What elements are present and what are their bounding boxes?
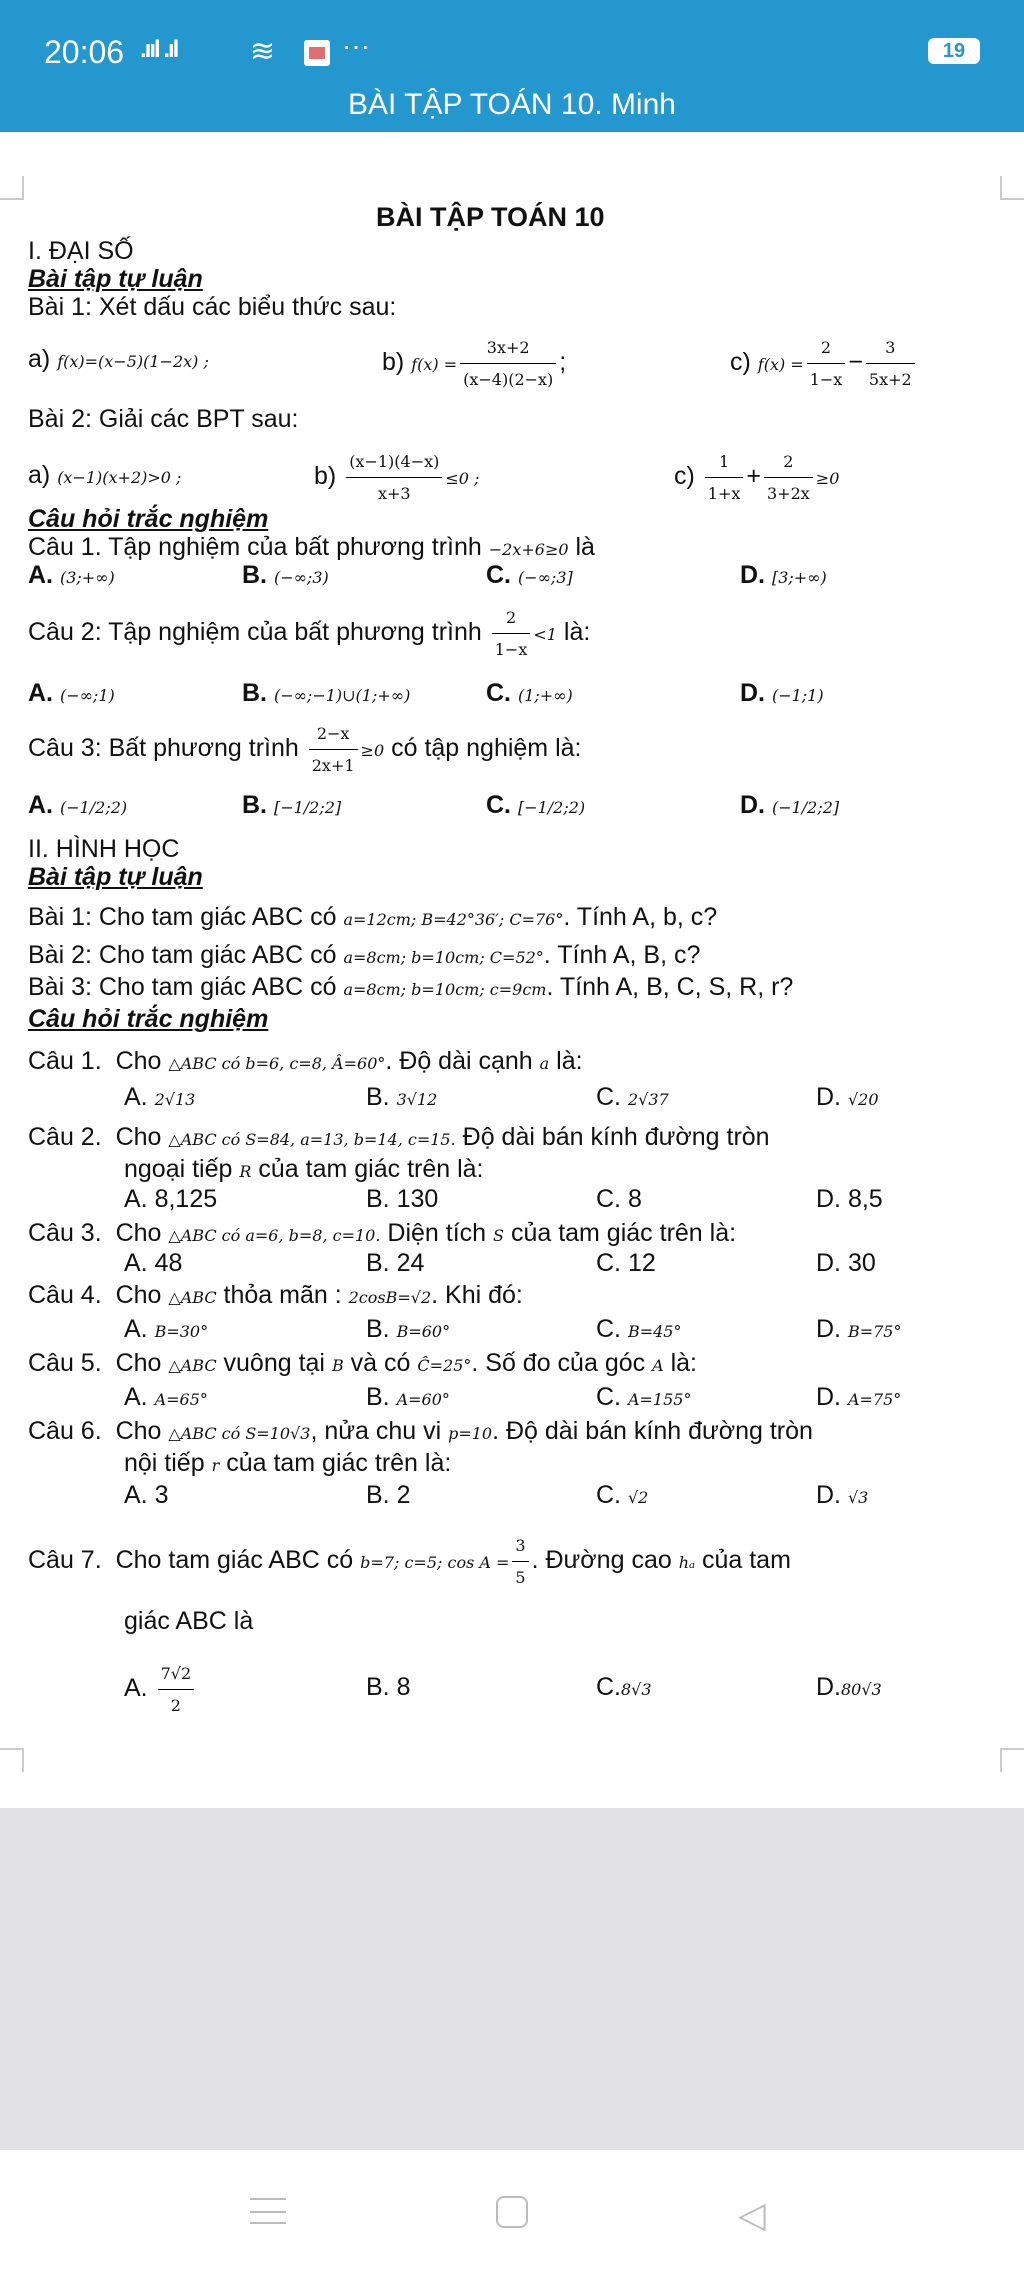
c7-option-c[interactable]: C.8√3: [596, 1673, 652, 1701]
back-icon[interactable]: ◁: [738, 2194, 766, 2235]
q2-option-b[interactable]: B. (−∞;−1)∪(1;+∞): [242, 679, 411, 707]
ex2-a: a) (x−1)(x+2)>0 ;: [28, 461, 182, 489]
c3-option-a[interactable]: A. 48: [124, 1249, 183, 1277]
c1-option-a[interactable]: A. 2√13: [124, 1083, 196, 1111]
geo-question-6-line2: nội tiếp r của tam giác trên là:: [124, 1449, 452, 1477]
geo-question-2-line2: ngoại tiếp R của tam giác trên là:: [124, 1155, 484, 1183]
crop-mark: [1000, 176, 1024, 200]
app-notification-icon: [304, 40, 330, 66]
geo-question-3: Câu 3. Cho △ABC có a=6, b=8, c=10. Diện tích S của tam giác trên là:: [28, 1219, 737, 1247]
c4-option-d[interactable]: D. B=75°: [816, 1315, 902, 1343]
c2-option-c[interactable]: C. 8: [596, 1185, 642, 1213]
q2-option-d[interactable]: D. (−1;1): [740, 679, 824, 707]
home-icon[interactable]: [496, 2196, 528, 2228]
section-geometry: II. HÌNH HỌC: [28, 835, 180, 863]
c2-option-a[interactable]: A. 8,125: [124, 1185, 218, 1213]
c4-option-b[interactable]: B. B=60°: [366, 1315, 451, 1343]
c6-option-b[interactable]: B. 2: [366, 1481, 411, 1509]
c6-option-c[interactable]: C. √2: [596, 1481, 649, 1509]
c1-option-c[interactable]: C. 2√37: [596, 1083, 669, 1111]
geo-question-7: Câu 7. Cho tam giác ABC có b=7; c=5; cos A = $\frac{3}{5}$ . Đường cao hₐ của tam: [28, 1530, 791, 1593]
doc-heading: BÀI TẬP TOÁN 10: [376, 202, 605, 232]
q2-option-a[interactable]: A. (−∞;1): [28, 679, 115, 707]
c6-option-a[interactable]: A. 3: [124, 1481, 169, 1509]
mcq-heading-2: Câu hỏi trắc nghiệm: [28, 1005, 269, 1033]
crop-mark: [0, 1748, 24, 1772]
essay-heading: Bài tập tự luận: [28, 265, 203, 293]
ex2-b: b) $\frac{(x-1)(4-x)}{x+3}$ ≤0 ;: [314, 446, 479, 509]
c5-option-a[interactable]: A. A=65°: [124, 1383, 208, 1411]
wifi-icon: ≋: [250, 35, 276, 68]
c7-option-b[interactable]: B. 8: [366, 1673, 411, 1701]
navigation-bar: [0, 2150, 1024, 2275]
c3-option-d[interactable]: D. 30: [816, 1249, 876, 1277]
crop-mark: [1000, 1748, 1024, 1772]
q1-option-c[interactable]: C. (−∞;3]: [486, 561, 573, 589]
q3-option-d[interactable]: D. (−1/2;2]: [740, 791, 840, 819]
c6-option-d[interactable]: D. √3: [816, 1481, 869, 1509]
c3-option-b[interactable]: B. 24: [366, 1249, 425, 1277]
geo-question-7-line2: giác ABC là: [124, 1607, 254, 1635]
exercise-2: Bài 2: Giải các BPT sau:: [28, 405, 299, 433]
c5-option-c[interactable]: C. A=155°: [596, 1383, 692, 1411]
q3-option-a[interactable]: A. (−1/2;2): [28, 791, 128, 819]
menu-icon[interactable]: [250, 2198, 286, 2224]
app-title: BÀI TẬP TOÁN 10. Minh: [0, 80, 1024, 132]
geo-question-6: Câu 6. Cho △ABC có S=10√3, nửa chu vi p=10. Độ dài bán kính đường tròn: [28, 1417, 813, 1445]
q1-option-d[interactable]: D. [3;+∞): [740, 561, 827, 589]
question-3: Câu 3: Bất phương trình $\frac{2-x}{2x+1}$ ≥0 có tập nghiệm là:: [28, 718, 582, 781]
c2-option-d[interactable]: D. 8,5: [816, 1185, 883, 1213]
status-bar: [0, 0, 1024, 80]
crop-mark: [0, 176, 24, 200]
q2-option-c[interactable]: C. (1;+∞): [486, 679, 573, 707]
c7-option-a[interactable]: A. $\frac{7√2}{2}$: [124, 1658, 197, 1721]
c7-option-d[interactable]: D.80√3: [816, 1673, 882, 1701]
geo-question-2: Câu 2. Cho △ABC có S=84, a=13, b=14, c=15. Độ dài bán kính đường tròn: [28, 1123, 770, 1151]
c5-option-d[interactable]: D. A=75°: [816, 1383, 902, 1411]
battery-icon: 19: [928, 38, 980, 64]
mcq-heading: Câu hỏi trắc nghiệm: [28, 505, 269, 533]
question-2: Câu 2: Tập nghiệm của bất phương trình $\frac{2}{1-x}$ <1 là:: [28, 602, 590, 665]
ex1-a: a) f(x)=(x−5)(1−2x) ;: [28, 345, 209, 373]
q3-option-c[interactable]: C. [−1/2;2): [486, 791, 586, 819]
ex2-c: c) $\frac{1}{1+x}$ + $\frac{2}{3+2x}$ ≥0: [674, 446, 839, 509]
essay-heading-2: Bài tập tự luận: [28, 863, 203, 891]
c4-option-c[interactable]: C. B=45°: [596, 1315, 682, 1343]
more-notifications-icon: ···: [342, 30, 370, 61]
c1-option-d[interactable]: D. √20: [816, 1083, 879, 1111]
status-time: 20:06: [44, 34, 125, 70]
c4-option-a[interactable]: A. B=30°: [124, 1315, 209, 1343]
geo-question-1: Câu 1. Cho △ABC có b=6, c=8, Â=60°. Độ dài cạnh a là:: [28, 1047, 583, 1075]
q1-option-b[interactable]: B. (−∞;3): [242, 561, 329, 589]
document-page[interactable]: [0, 132, 1024, 1808]
ex1-c: c) f(x) = $\frac{2}{1-x}$ − $\frac{3}{5x+2}$: [730, 332, 918, 395]
geo-exercise-3: Bài 3: Cho tam giác ABC có a=8cm; b=10cm; c=9cm. Tính A, B, C, S, R, r?: [28, 973, 794, 1001]
geo-exercise-1: Bài 1: Cho tam giác ABC có a=12cm; B=42°36′; C=76°. Tính A, b, c?: [28, 903, 718, 931]
signal-icon: .ııl .ıl: [140, 36, 178, 63]
q3-option-b[interactable]: B. [−1/2;2]: [242, 791, 342, 819]
question-1: Câu 1. Tập nghiệm của bất phương trình −2x+6≥0 là: [28, 533, 595, 561]
geo-question-4: Câu 4. Cho △ABC thỏa mãn : 2cosB=√2. Khi đó:: [28, 1281, 523, 1309]
q1-option-a[interactable]: A. (3;+∞): [28, 561, 115, 589]
geo-question-5: Câu 5. Cho △ABC vuông tại B và có Ĉ=25°. Số đo của góc A là:: [28, 1349, 697, 1377]
geo-exercise-2: Bài 2: Cho tam giác ABC có a=8cm; b=10cm; C=52°. Tính A, B, c?: [28, 941, 701, 969]
section-algebra: I. ĐẠI SỐ: [28, 237, 134, 265]
c3-option-c[interactable]: C. 12: [596, 1249, 656, 1277]
c1-option-b[interactable]: B. 3√12: [366, 1083, 438, 1111]
ex1-b: b) f(x) = $\frac{3x+2}{(x-4)(2-x)}$ ;: [382, 332, 566, 395]
c5-option-b[interactable]: B. A=60°: [366, 1383, 450, 1411]
c2-option-b[interactable]: B. 130: [366, 1185, 439, 1213]
exercise-1: Bài 1: Xét dấu các biểu thức sau:: [28, 293, 397, 321]
